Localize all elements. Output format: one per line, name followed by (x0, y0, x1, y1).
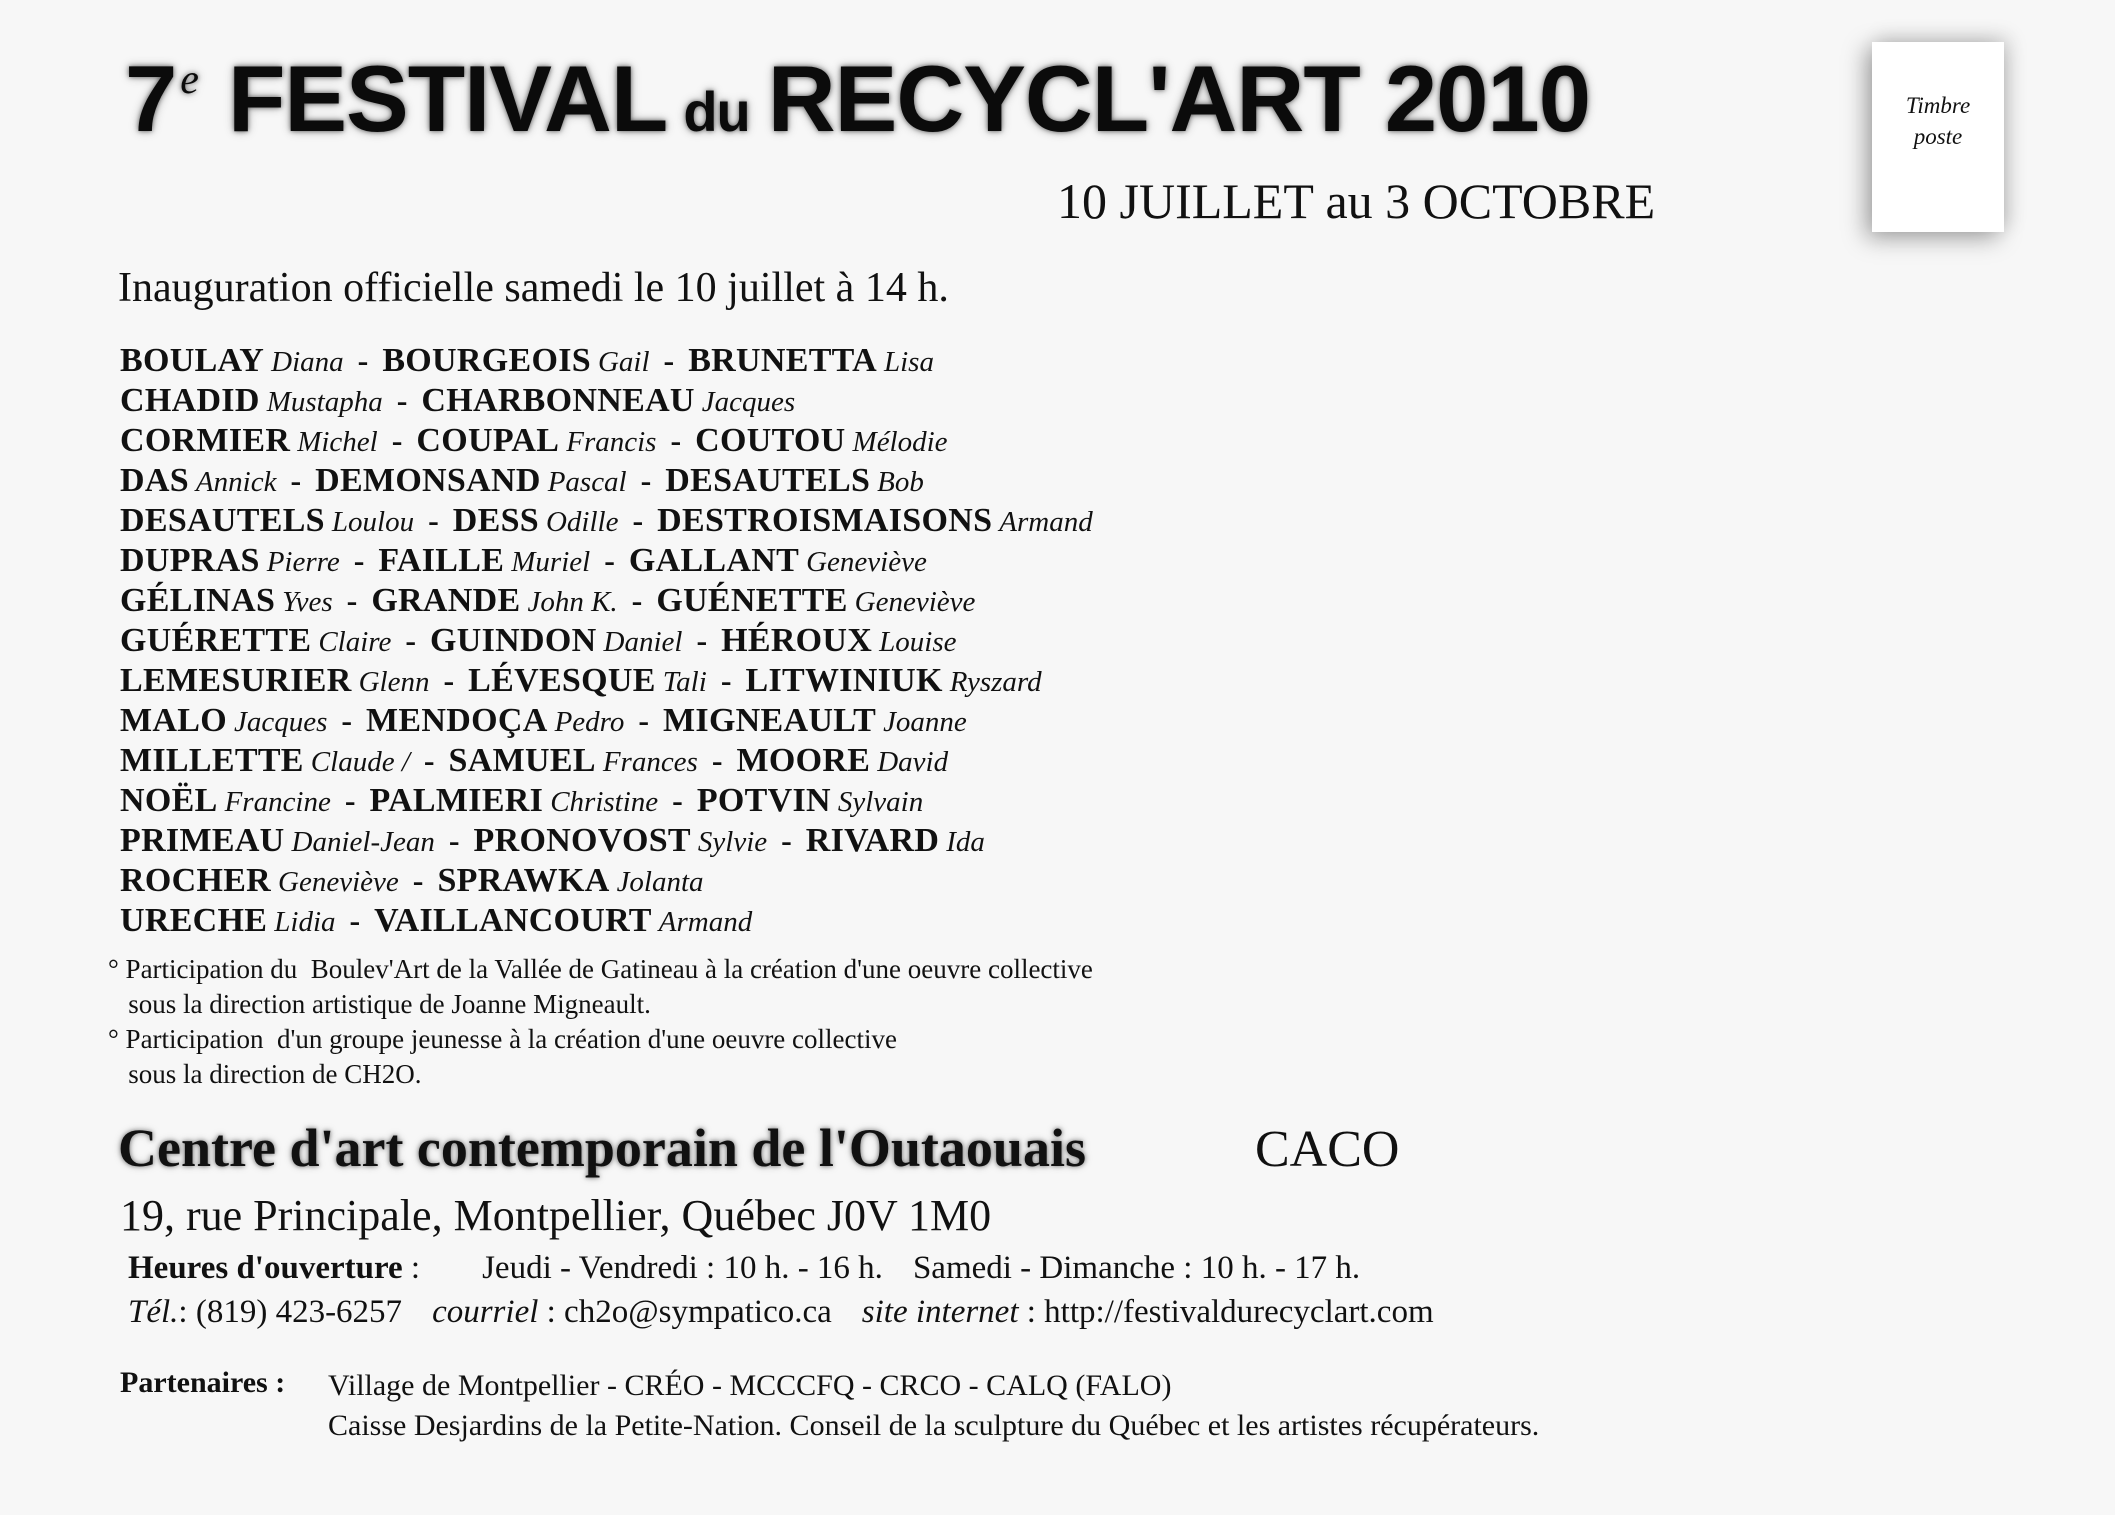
stamp-label-2: poste (1913, 124, 1963, 149)
artist-first-name: Mustapha (266, 386, 383, 418)
artist-first-name: Geneviève (854, 586, 976, 618)
artist-last-name: MILLETTE (120, 742, 304, 779)
artist-first-name: Geneviève (278, 866, 399, 898)
stamp-label-1: Timbre (1905, 93, 1971, 118)
title-festival: FESTIVAL (227, 46, 668, 151)
site-label: site internet (861, 1294, 1019, 1330)
artist-last-name: BRUNETTA (688, 342, 877, 379)
separator: - (640, 462, 652, 498)
artist-first-name: Lisa (884, 346, 934, 378)
inauguration-text: Inauguration officielle samedi le 10 juillet à 14 h. (118, 265, 949, 311)
separator: - (604, 542, 615, 578)
artist-first-name: Loulou (331, 506, 415, 538)
festival-dates: 10 JUILLET au 3 OCTOBRE (1057, 173, 1656, 229)
artist-row (120, 380, 1093, 420)
artist-first-name: Yves (282, 586, 333, 618)
separator: - (357, 342, 369, 378)
artist-last-name: MIGNEAULT (663, 702, 877, 739)
artist-first-name: David (877, 746, 949, 778)
artist-first-name: Armand (658, 906, 753, 938)
separator: - (711, 742, 723, 778)
artist-last-name: VAILLANCOURT (374, 902, 652, 939)
email-label: courriel (432, 1294, 539, 1330)
artist-first-name: Sylvie (697, 826, 768, 858)
artist-row (120, 580, 1093, 620)
separator: - (781, 822, 792, 858)
artist-first-name: Michel (297, 426, 378, 458)
artist-first-name: Tali (662, 666, 707, 698)
separator: - (448, 822, 460, 858)
tel-number: : (819) 423-6257 (178, 1294, 403, 1330)
artist-list (120, 340, 1093, 940)
artist-last-name: CHADID (120, 382, 260, 419)
venue-abbreviation: CACO (1255, 1121, 1400, 1178)
site-url[interactable]: : http://festivaldurecyclart.com (1018, 1294, 1434, 1330)
artist-first-name: Pedro (554, 706, 625, 738)
artist-last-name: HÉROUX (721, 622, 873, 659)
title-ordinal: e (180, 57, 198, 103)
separator: - (672, 782, 683, 818)
artist-row (120, 420, 1093, 460)
artist-last-name: DESS (452, 502, 539, 539)
separator: - (631, 582, 643, 618)
artist-last-name: COUTOU (695, 422, 846, 459)
separator: - (346, 582, 358, 618)
artist-first-name: Gail (597, 346, 650, 378)
festival-title (125, 45, 1590, 153)
separator: - (353, 542, 365, 578)
artist-row (120, 540, 1093, 580)
hours-weekday: Jeudi - Vendredi : 10 h. - 16 h. (482, 1250, 883, 1286)
artist-first-name: Frances (602, 746, 698, 778)
note-line: ° Participation d'un groupe jeunesse à la création d'une oeuvre collective (108, 1024, 897, 1054)
artist-first-name: Jacques (233, 706, 328, 738)
artist-last-name: DESAUTELS (665, 462, 871, 499)
artist-first-name: Glenn (358, 666, 430, 698)
separator: - (412, 862, 424, 898)
artist-last-name: MOORE (736, 742, 871, 779)
artist-last-name: CHARBONNEAU (421, 382, 695, 419)
artist-row (120, 820, 1093, 860)
note-line: sous la direction de CH2O. (108, 1059, 422, 1089)
artist-last-name: DAS (120, 462, 189, 499)
artist-last-name: MENDOÇA (366, 702, 548, 739)
artist-last-name: GÉLINAS (120, 582, 276, 619)
artist-last-name: DUPRAS (120, 542, 260, 579)
artist-last-name: LITWINIUK (745, 662, 943, 699)
artist-last-name: PRONOVOST (473, 822, 691, 859)
artist-last-name: SAMUEL (448, 742, 596, 779)
artist-last-name: LÉVESQUE (468, 662, 656, 699)
note-line: sous la direction artistique de Joanne Migneault. (108, 989, 651, 1019)
artist-last-name: FAILLE (378, 542, 505, 579)
separator: - (632, 502, 644, 538)
artist-first-name: Daniel (603, 626, 683, 658)
tel-label: Tél. (128, 1294, 179, 1330)
artist-first-name: Ryszard (949, 666, 1042, 698)
artist-first-name: John K. (527, 586, 618, 618)
stamp-placeholder (1872, 42, 2004, 232)
artist-row (120, 780, 1093, 820)
artist-last-name: MALO (120, 702, 227, 739)
artist-first-name: Diana (271, 346, 344, 378)
artist-first-name: Jacques (701, 386, 796, 418)
artist-first-name: Christine (550, 786, 659, 818)
artist-last-name: DESAUTELS (120, 502, 325, 539)
artist-first-name: Armand (999, 506, 1093, 538)
artist-first-name: Lidia (274, 906, 336, 938)
artist-first-name: Claire (318, 626, 392, 658)
artist-row (120, 620, 1093, 660)
artist-last-name: CORMIER (120, 422, 291, 459)
artist-last-name: URECHE (120, 902, 268, 939)
artist-first-name: Francis (566, 426, 657, 458)
separator: - (349, 902, 361, 938)
artist-row (120, 660, 1093, 700)
artist-first-name: Daniel-Jean (291, 826, 435, 858)
participation-notes (108, 952, 1093, 1092)
artist-last-name: PALMIERI (369, 782, 544, 819)
artist-last-name: POTVIN (696, 782, 831, 819)
hours-weekend: Samedi - Dimanche : 10 h. - 17 h. (912, 1250, 1361, 1286)
separator: - (405, 622, 417, 658)
artist-last-name: DEMONSAND (315, 462, 541, 499)
artist-last-name: GUÉRETTE (120, 622, 312, 659)
artist-last-name: BOULAY (120, 342, 265, 379)
artist-row (120, 460, 1093, 500)
artist-first-name: Bob (877, 466, 924, 498)
separator: - (290, 462, 302, 498)
artist-last-name: PRIMEAU (120, 822, 285, 859)
opening-hours (128, 1250, 1360, 1287)
artist-row (120, 740, 1093, 780)
partners-line-1: Village de Montpellier - CRÉO - MCCCFQ - CRCO - CALQ (FALO) (328, 1369, 1172, 1402)
artist-first-name: Joanne (883, 706, 967, 738)
separator: - (423, 742, 435, 778)
artist-last-name: GALLANT (628, 542, 800, 579)
separator: - (670, 422, 682, 458)
artist-row (120, 860, 1093, 900)
note-line: ° Participation du Boulev'Art de la Vallée de Gatineau à la création d'une oeuvre collective (108, 954, 1093, 984)
artist-first-name: Geneviève (806, 546, 927, 578)
partners-label: Partenaires : (120, 1366, 286, 1399)
hours-label: Heures d'ouverture (128, 1250, 403, 1286)
venue-address: 19, rue Principale, Montpellier, Québec J0V 1M0 (120, 1191, 992, 1240)
email-address[interactable]: : ch2o@sympatico.ca (538, 1294, 832, 1330)
separator: - (344, 782, 356, 818)
separator: - (696, 622, 708, 658)
artist-first-name: Louise (879, 626, 957, 658)
artist-last-name: LEMESURIER (120, 662, 352, 699)
venue-name: Centre d'art contemporain de l'Outaouais (118, 1118, 1086, 1178)
artist-last-name: ROCHER (120, 862, 272, 899)
artist-last-name: NOËL (120, 782, 218, 819)
separator: - (428, 502, 439, 538)
artist-first-name: Sylvain (837, 786, 924, 818)
separator: - (720, 662, 732, 698)
separator: - (391, 422, 403, 458)
artist-last-name: GUÉNETTE (656, 582, 848, 619)
artist-first-name: Pascal (547, 466, 627, 498)
separator: - (638, 702, 650, 738)
separator: - (663, 342, 675, 378)
artist-row (120, 900, 1093, 940)
artist-row (120, 500, 1093, 540)
artist-last-name: DESTROISMAISONS (657, 502, 993, 539)
artist-last-name: SPRAWKA (437, 862, 610, 899)
title-recyclart: RECYCL'ART 2010 (767, 46, 1590, 151)
artist-first-name: Odille (545, 506, 619, 538)
hours-colon: : (402, 1250, 421, 1286)
separator: - (396, 382, 408, 418)
artist-last-name: GRANDE (371, 582, 521, 619)
partners-list (328, 1366, 1539, 1446)
artist-first-name: Annick (195, 466, 277, 498)
artist-first-name: Jolanta (616, 866, 704, 898)
separator: - (341, 702, 353, 738)
contact-info (128, 1294, 1434, 1331)
artist-first-name: Francine (224, 786, 331, 818)
partners-line-2: Caisse Desjardins de la Petite-Nation. Conseil de la sculpture du Québec et les artistes récupérateurs. (328, 1409, 1540, 1442)
artist-last-name: RIVARD (805, 822, 940, 859)
artist-row (120, 700, 1093, 740)
artist-last-name: BOURGEOIS (382, 342, 591, 379)
artist-first-name: Pierre (266, 546, 340, 578)
artist-last-name: GUINDON (430, 622, 597, 659)
artist-first-name: Muriel (511, 546, 591, 578)
artist-first-name: Claude / (310, 746, 410, 778)
artist-first-name: Mélodie (852, 426, 948, 458)
artist-first-name: Ida (946, 826, 985, 858)
artist-last-name: COUPAL (416, 422, 560, 459)
title-du: du (683, 80, 750, 143)
artist-row (120, 340, 1093, 380)
title-number: 7 (125, 46, 177, 151)
separator: - (443, 662, 455, 698)
